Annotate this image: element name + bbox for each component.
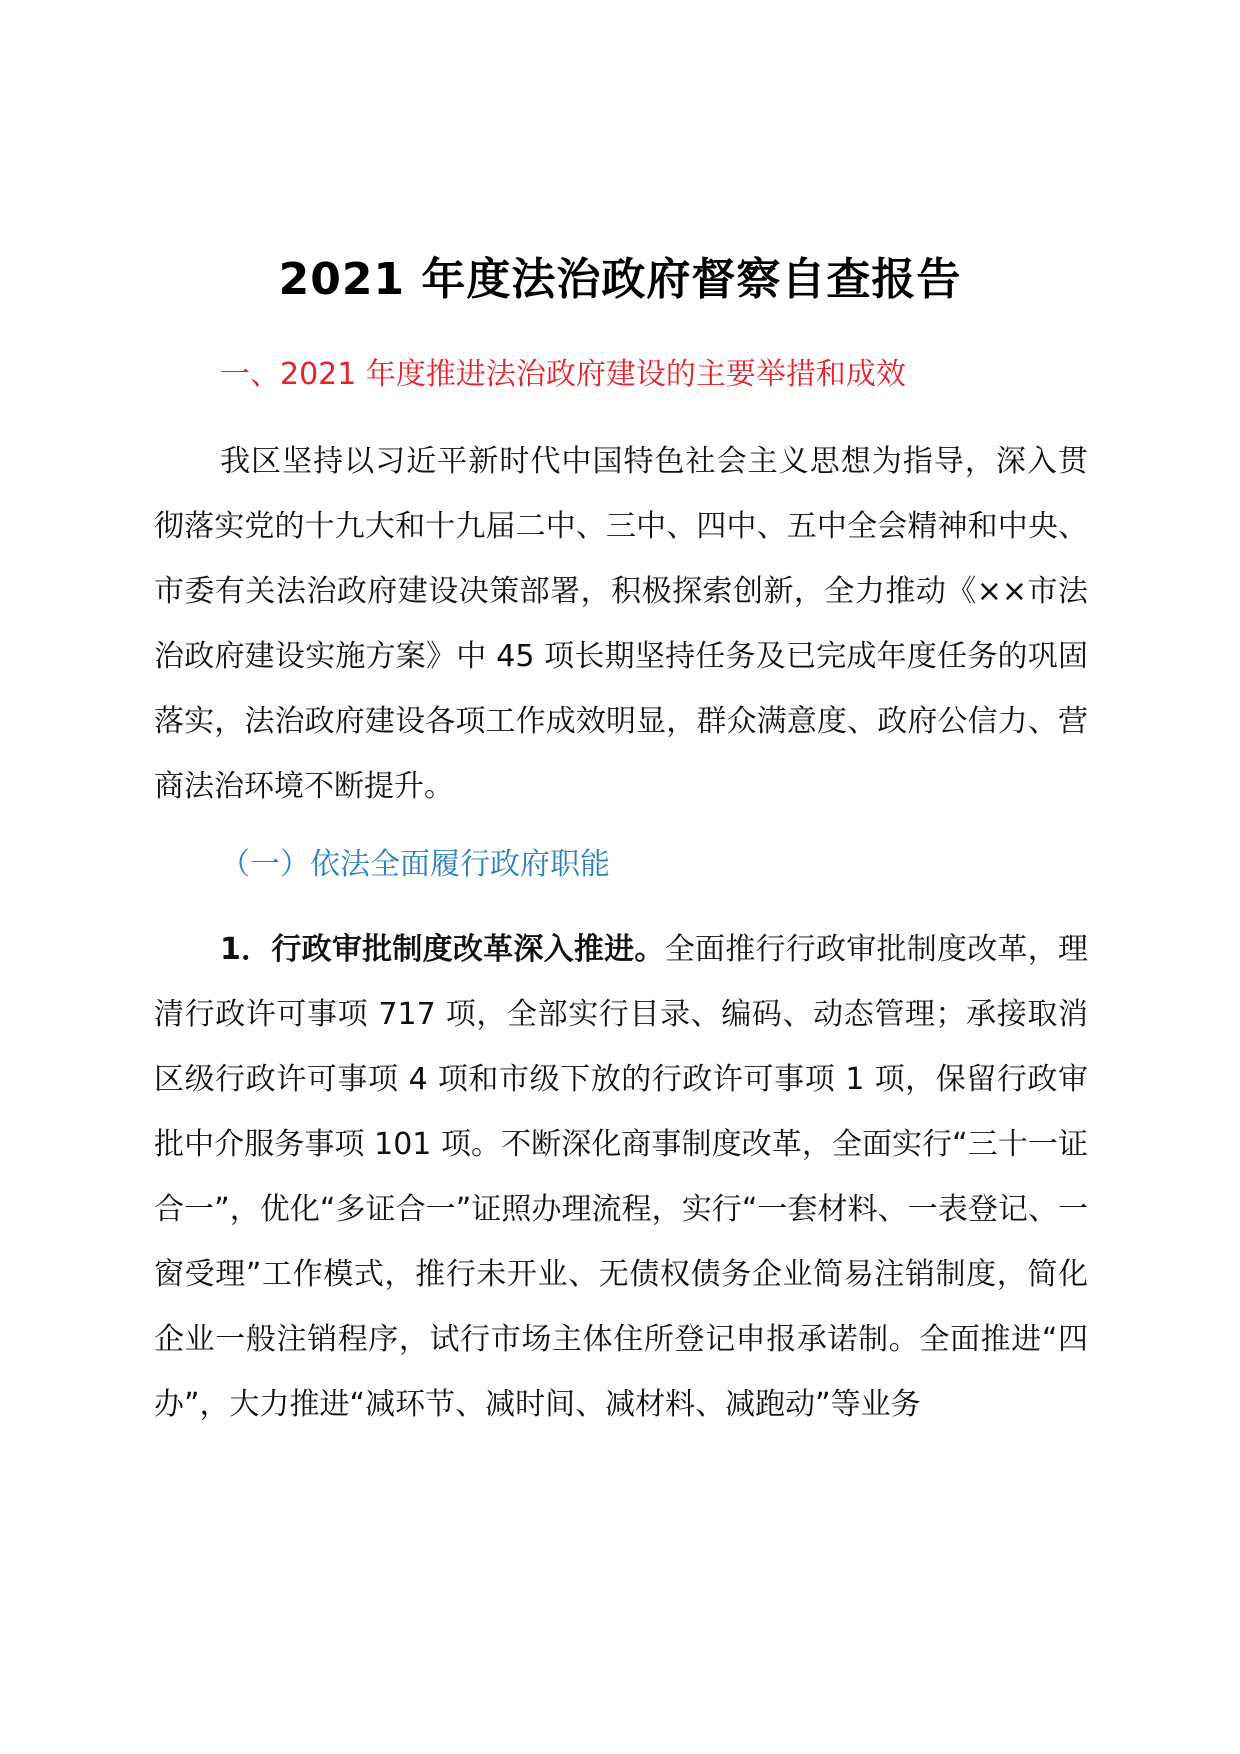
subsection-heading: （一）依法全面履行政府职能 xyxy=(220,847,610,882)
section-heading: 一、2021 年度推进法治政府建设的主要举措和成效 xyxy=(220,357,906,392)
item-text: 全面推行行政审批制度改革，理清行政许可事项 717 项，全部实行目录、编码、动态管理；承接取消区级行政许可事项 4 项和市级下放的行政许可事项 1 项，保留行政审批中介服务事项 101 项。不断深化商事制度改革，全面实行“三十一证合一”，优化“多证合一”证照办理流程，实行“一套材料、一表登记、一窗受理”工作模式，推行未开业、无债权债务企业简易注销制度，简化企业一般注销程序，试行市场主体住所登记申报承诺制。全面推进“四办”，大力推进“减环节、减时间、减材料、减跑动”等业务 xyxy=(154,932,1089,1422)
document-title: 2021 年度法治政府督察自查报告 xyxy=(278,254,962,305)
item-lead: 1．行政审批制度改革深入推进。 xyxy=(220,932,665,967)
item-paragraph xyxy=(154,917,1088,1437)
intro-paragraph: 我区坚持以习近平新时代中国特色社会主义思想为指导，深入贯彻落实党的十九大和十九届二中、三中、四中、五中全会精神和中央、市委有关法治政府建设决策部署，积极探索创新，全力推动《××市法治政府建设实施方案》中 45 项长期坚持任务及已完成年度任务的巩固落实，法治政府建设各项工作成效明显，群众满意度、政府公信力、营商法治环境不断提升。 xyxy=(154,444,1088,804)
